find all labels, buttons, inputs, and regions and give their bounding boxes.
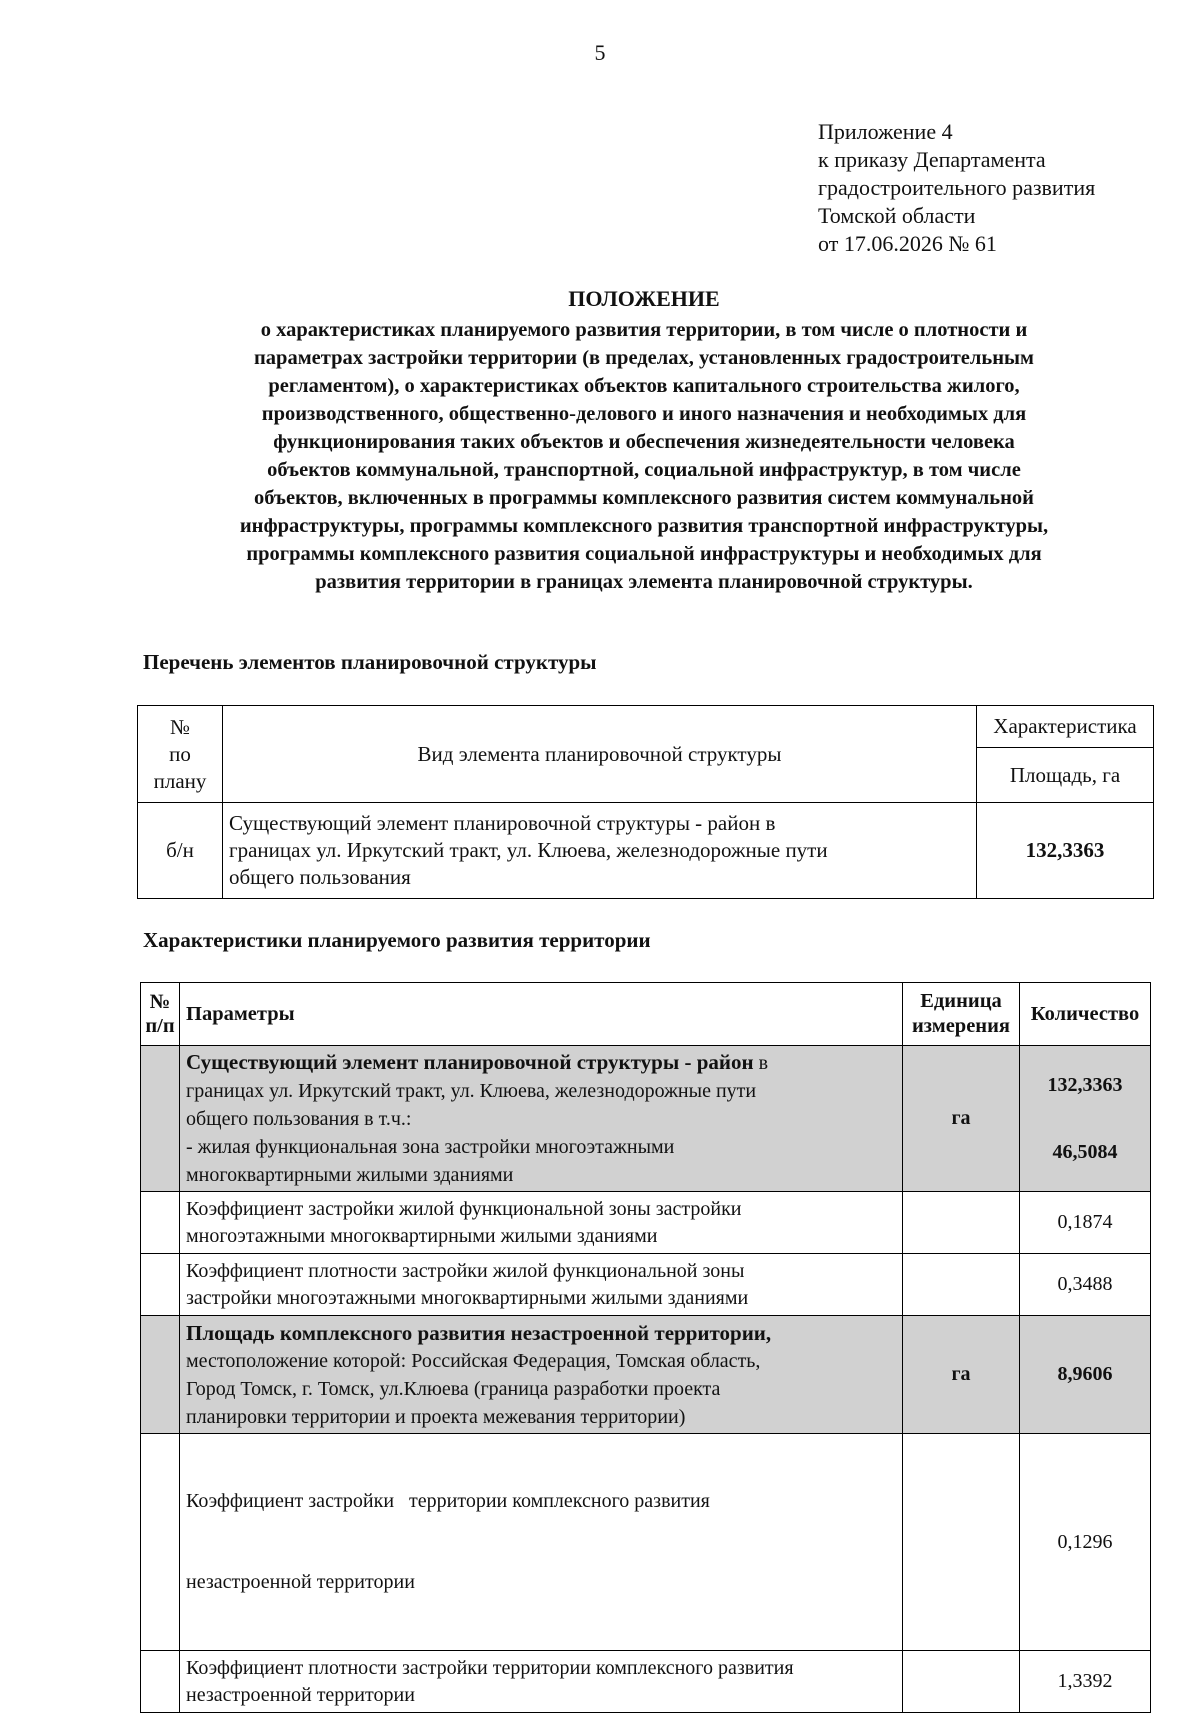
table-row [141,1434,1151,1651]
row-type-line: Существующий элемент планировочной структуры - район в [229,811,776,835]
subtitle-line: параметрах застройки территории (в пределах, установленных градостроительным [253,347,1034,369]
header-unit-cell [903,983,1020,1046]
subtitle-line: объектов, включенных в программы комплексного развития систем коммунальной [254,487,1034,509]
row-num-cell [141,1316,180,1434]
row-type-line: общего пользования [229,865,411,889]
row-params-cell [180,1651,903,1713]
row-num-cell [141,1046,180,1192]
header-qty-cell: Количество [1020,983,1151,1046]
row-num-cell [141,1254,180,1316]
row-qty-cell: 0,3488 [1020,1254,1151,1316]
appendix-line: Томской области [818,203,976,228]
subtitle-line: функционирования таких объектов и обеспечения жизнедеятельности человека [273,431,1015,453]
row-type-line: границах ул. Иркутский тракт, ул. Клюева, железнодорожные пути [229,838,828,862]
document-title: ПОЛОЖЕНИЕ [568,286,720,311]
header-num-line: п/п [145,1015,175,1037]
row-params-line: незастроенной территории [186,1571,415,1593]
characteristics-table [140,982,1151,1713]
row-num-cell [141,1434,180,1651]
row-unit-cell [903,1651,1020,1713]
subtitle-line: программы комплексного развития социальной инфраструктуры и необходимых для [246,543,1042,565]
row-params-line: местоположение которой: Российская Федерация, Томская область, [186,1349,761,1372]
row-type-cell [223,803,977,899]
row-num-cell [141,1192,180,1254]
header-characteristic-cell: Характеристика [977,706,1154,748]
elements-section-heading: Перечень элементов планировочной структуры [143,650,597,674]
row-unit-cell [903,1254,1020,1316]
row-params-cell [180,1046,903,1192]
row-params-line: планировки территории и проекта межевания территории) [186,1405,686,1428]
row-params-bold: Существующий элемент планировочной структуры - район [186,1050,754,1074]
subtitle-line: инфраструктуры, программы комплексного развития транспортной инфраструктуры, [239,515,1049,537]
row-unit-cell: га [903,1046,1020,1192]
header-unit-line: измерения [911,1015,1011,1037]
table-row [141,1651,1151,1713]
header-num-line: № [149,991,171,1013]
header-num-line: № [169,714,191,739]
header-num-cell [138,706,223,803]
characteristics-section-heading: Характеристики планируемого развития территории [143,928,651,952]
row-qty-cell [1020,1046,1151,1192]
subtitle-line: производственного, общественно-делового и иного назначения и необходимых для [261,403,1027,425]
page-number: 5 [594,40,606,65]
header-num-line: плану [153,768,207,793]
row-params-line: Город Томск, г. Томск, ул.Клюева (граница разработки проекта [186,1377,721,1400]
row-params-bold: Площадь комплексного развития незастроенной территории, [186,1320,772,1345]
elements-table [137,705,1154,899]
row-params-line: многоквартирными жилыми зданиями [186,1164,514,1186]
row-params-line: Коэффициент застройки территории комплексного развития [186,1490,710,1512]
row-params-line: - жилая функциональная зона застройки многоэтажными [186,1136,675,1158]
row-params-line: общего пользования в т.ч.: [186,1108,412,1130]
row-params-line: застройки многоэтажными многоквартирными жилыми зданиями [186,1286,749,1309]
header-unit-line: Единица [920,990,1002,1012]
row-params-line: Коэффициент застройки жилой функциональной зоны застройки [186,1197,742,1220]
table-row [141,1254,1151,1316]
row-params-line: Коэффициент плотности застройки территории комплексного развития [186,1656,794,1679]
row-qty-bottom: 46,5084 [1052,1140,1118,1163]
subtitle-line: развития территории в границах элемента планировочной структуры. [315,571,973,593]
row-qty-top: 132,3363 [1047,1073,1123,1096]
row-qty-split [1026,1064,1144,1174]
row-params-text: в [753,1052,769,1074]
row-params-line: незастроенной территории [186,1683,415,1706]
header-type-cell: Вид элемента планировочной структуры [223,706,977,803]
row-params-cell [180,1316,903,1434]
appendix-block [818,118,1095,258]
row-unit-cell [903,1434,1020,1651]
appendix-line: Приложение 4 [818,119,953,144]
subtitle-line: объектов коммунальной, транспортной, социальной инфраструктур, в том числе [267,459,1021,481]
header-area-cell: Площадь, га [977,748,1154,803]
subtitle-line: о характеристиках планируемого развития территории, в том числе о плотности и [260,319,1028,341]
row-qty-cell: 0,1296 [1020,1434,1151,1651]
row-num-cell: б/н [138,803,223,899]
row-area-cell: 132,3363 [977,803,1154,899]
row-qty-cell: 0,1874 [1020,1192,1151,1254]
document-subtitle [160,316,1128,596]
table-row [141,1192,1151,1254]
header-num-line: по [169,741,191,766]
row-qty-cell: 1,3392 [1020,1651,1151,1713]
row-params-cell [180,1192,903,1254]
row-params-line: границах ул. Иркутский тракт, ул. Клюева, железнодорожные пути [186,1080,757,1102]
row-params-line: многоэтажными многоквартирными жилыми зданиями [186,1224,658,1247]
row-unit-cell [903,1192,1020,1254]
row-params-line [186,1048,896,1077]
row-unit-cell: га [903,1316,1020,1434]
row-params-cell [180,1434,903,1651]
appendix-line: к приказу Департамента [818,147,1046,172]
subtitle-line: регламентом), о характеристиках объектов капитального строительства жилого, [268,375,1020,397]
row-qty-cell: 8,9606 [1020,1316,1151,1434]
header-num-cell [141,983,180,1046]
row-params-line: Коэффициент плотности застройки жилой функциональной зоны [186,1259,745,1282]
table-row [141,1316,1151,1434]
table-row [141,1046,1151,1192]
row-num-cell [141,1651,180,1713]
header-params-cell: Параметры [180,983,903,1046]
appendix-line: градостроительного развития [818,175,1096,200]
row-params-cell [180,1254,903,1316]
appendix-line: от 17.06.2026 № 61 [818,231,997,256]
